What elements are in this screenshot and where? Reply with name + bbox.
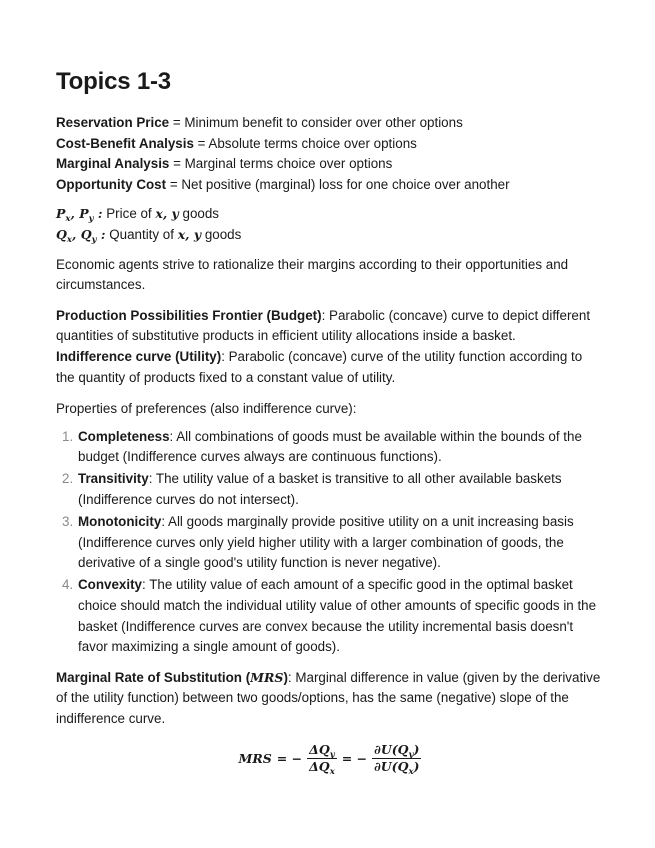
list-number: 2.	[62, 471, 74, 487]
ppf-text: : Parabolic (concave) curve to depict different quantities of substitutive products in efficient utility allocations inside a basket.	[56, 307, 591, 344]
formula-equals-minus: = −	[341, 750, 368, 766]
definition-text: = Absolute terms choice over options	[193, 135, 417, 151]
price-suffix: goods	[178, 206, 220, 222]
fraction-numerator: $\partial U(Q_y)$	[374, 741, 420, 760]
list-item	[56, 427, 604, 468]
fraction-numerator: $\Delta Q_y$	[309, 741, 335, 760]
mrs-term: Marginal Rate of Substitution (MRS)	[56, 669, 288, 685]
formula-lhs: MRS	[238, 750, 272, 766]
property-text: : The utility value of a basket is transitive to all other available baskets (Indifference curves do not intersect).	[78, 471, 562, 507]
ppf-definition	[56, 306, 604, 347]
fraction-denominator: $\Delta Q_x$	[309, 758, 335, 777]
formula-fraction-delta	[307, 742, 337, 775]
quantity-notation-line	[56, 225, 604, 246]
definition-opportunity-cost	[56, 175, 604, 196]
list-item	[56, 469, 604, 510]
math-vars: x, y	[155, 206, 179, 222]
property-term: Monotonicity	[78, 514, 162, 530]
property-text: : All combinations of goods must be available within the bounds of the budget (Indifference curves always are continuous functions).	[78, 428, 582, 465]
formula-equals-minus: = −	[276, 750, 303, 766]
math-quantity: $Q_x$, $Q_y$ :	[56, 226, 106, 245]
properties-intro: Properties of preferences (also indifference curve):	[56, 401, 357, 417]
quantity-label: Quantity of	[105, 226, 178, 242]
document-page	[56, 66, 604, 784]
formula-fraction-partial	[372, 742, 421, 775]
definition-text: = Net positive (marginal) loss for one choice over another	[166, 176, 510, 192]
price-notation-line	[56, 204, 604, 225]
indifference-term: Indifference curve (Utility)	[56, 348, 222, 364]
list-number: 4.	[62, 577, 74, 593]
definition-marginal-analysis	[56, 154, 604, 175]
property-term: Transitivity	[78, 471, 149, 487]
property-text: : All goods marginally provide positive utility on a unit increasing basis (Indifference curves only yield higher utility with a larger combination of goods, the derivative of a single good's utility function is never negative).	[78, 514, 574, 571]
price-label: Price of	[102, 206, 156, 222]
definition-text: = Marginal terms choice over options	[169, 156, 393, 172]
math-price: $P_x$, $P_y$ :	[56, 206, 103, 225]
definition-text: = Minimum benefit to consider over other options	[169, 115, 463, 130]
property-text: : The utility value of each amount of a specific good in the optimal basket choice should match the individual utility value of other amounts of specific goods in the basket (Indifference curves are convex because the utility incremental basis doesn't favor maximizing a single amount of goods).	[78, 577, 597, 655]
definitions-list	[56, 113, 604, 195]
properties-list	[56, 427, 604, 658]
mrs-text: : Marginal difference in value (given by the derivative of the utility function) between two goods/options, has the same (negative) slope of the indifference curve.	[56, 669, 601, 726]
definition-term: Reservation Price	[56, 115, 170, 130]
goods-notation	[56, 204, 604, 245]
definition-term: Cost-Benefit Analysis	[56, 135, 194, 151]
mrs-formula	[56, 742, 604, 784]
ppf-term: Production Possibilities Frontier (Budget)	[56, 307, 322, 323]
list-item	[56, 512, 604, 574]
quantity-suffix: goods	[201, 226, 242, 242]
page-title: Topics 1-3	[56, 68, 171, 95]
fraction-denominator: $\partial U(Q_x)$	[374, 758, 420, 777]
list-number: 3.	[62, 514, 74, 530]
list-item	[56, 575, 604, 657]
definition-cost-benefit	[56, 134, 604, 155]
indifference-text: : Parabolic (concave) curve of the utility function according to the quantity of products fixed to a constant value of utility.	[56, 348, 583, 385]
definition-reservation-price	[56, 113, 604, 134]
property-term: Completeness	[78, 428, 170, 444]
list-number: 1.	[62, 428, 74, 444]
agents-paragraph: Economic agents strive to rationalize their margins according to their opportunities and circumstances.	[56, 256, 569, 293]
mrs-definition	[56, 668, 604, 730]
curves-definitions	[56, 306, 604, 388]
definition-term: Opportunity Cost	[56, 176, 167, 192]
indifference-definition	[56, 347, 604, 388]
math-vars: x, y	[177, 226, 202, 242]
property-term: Convexity	[78, 577, 142, 593]
definition-term: Marginal Analysis	[56, 156, 170, 172]
